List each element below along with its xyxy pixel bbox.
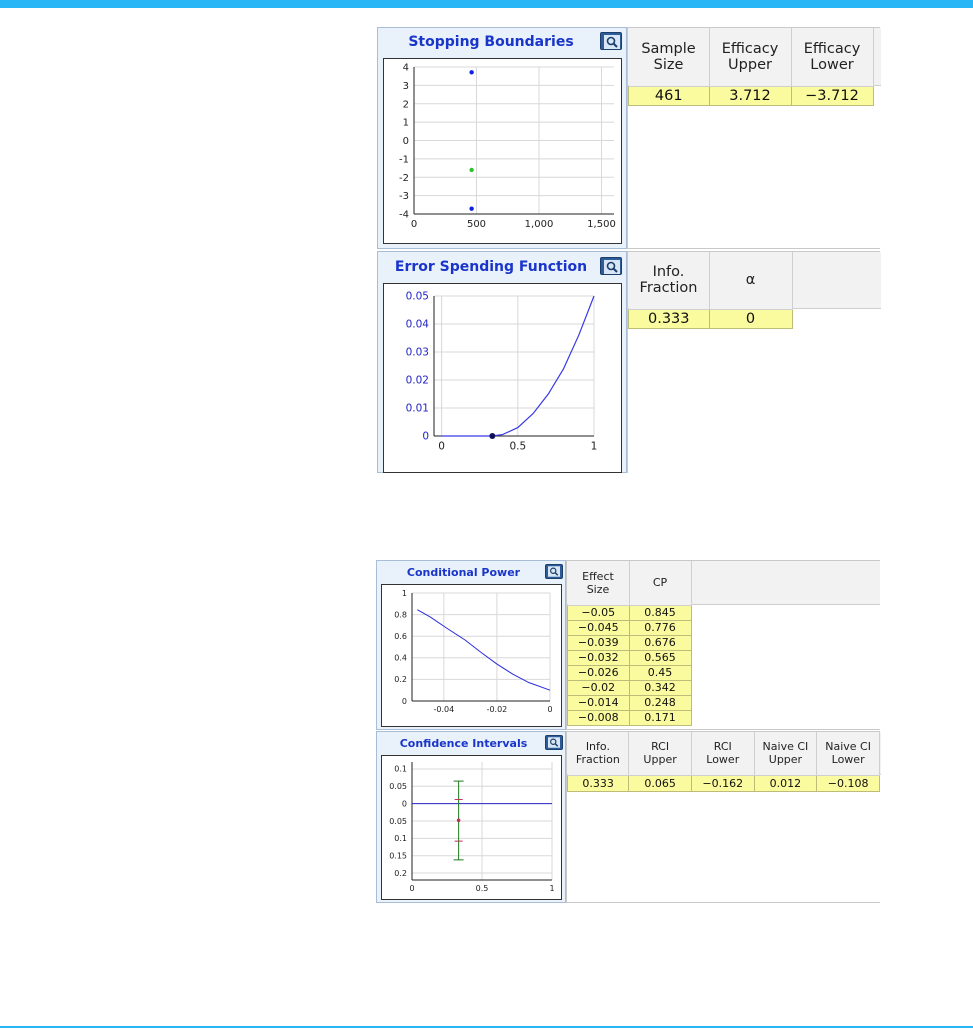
stopping-boundaries-title: Stopping Boundaries: [408, 34, 574, 50]
x-tick-label: 0: [410, 219, 418, 230]
y-tick-label: 2: [402, 99, 409, 111]
table-row[interactable]: [568, 665, 692, 680]
y-tick-label: 0: [401, 799, 407, 809]
confidence-intervals-table: [567, 732, 880, 792]
col-header-naive-ci-upper: Naive CI Upper: [754, 732, 817, 775]
confidence-intervals-title: Confidence Intervals: [399, 737, 528, 750]
conditional-power-table-panel: [566, 560, 880, 730]
x-tick-label: 1: [590, 440, 598, 453]
top-accent-bar: [0, 0, 973, 8]
y-tick-label: 0.05: [405, 290, 429, 303]
confidence-intervals-panel: [376, 731, 566, 903]
cell-rci-lower[interactable]: −0.162: [691, 775, 754, 791]
y-tick-label: 0.2: [394, 868, 407, 878]
cell-effect-size[interactable]: −0.008: [568, 710, 630, 725]
y-tick-label: -4: [399, 209, 409, 221]
data-point: [469, 70, 473, 74]
error-spending-table: [628, 252, 793, 329]
error-spending-plot: [383, 283, 622, 473]
stopping-boundaries-table: [628, 28, 874, 106]
y-tick-label: 0.2: [394, 675, 407, 685]
y-tick-label: -2: [399, 172, 409, 184]
zoom-icon[interactable]: [600, 257, 622, 275]
y-tick-label: 0.05: [389, 782, 407, 792]
y-tick-label: 0.05: [389, 816, 407, 826]
conditional-power-plot: [381, 584, 562, 727]
data-point: [469, 207, 473, 211]
y-tick-label: 0.03: [405, 346, 429, 359]
cell-cp[interactable]: 0.45: [629, 665, 691, 680]
y-tick-label: 0: [401, 696, 407, 706]
table-row[interactable]: [568, 650, 692, 665]
col-header-cp: CP: [629, 561, 691, 605]
cell-cp[interactable]: 0.171: [629, 710, 691, 725]
y-tick-label: 0.15: [389, 851, 407, 861]
error-spending-title: Error Spending Function: [394, 259, 588, 275]
stopping-boundaries-plot: [383, 58, 622, 244]
y-tick-label: 0: [402, 136, 409, 147]
y-tick-label: 0.1: [394, 764, 407, 774]
cell-effect-size[interactable]: −0.02: [568, 680, 630, 695]
table-row[interactable]: [568, 710, 692, 725]
zoom-icon[interactable]: [545, 564, 563, 579]
cell-rci-upper[interactable]: 0.065: [629, 775, 692, 791]
confidence-intervals-plot: [381, 755, 562, 900]
table-row[interactable]: [568, 775, 880, 791]
y-tick-label: 0: [422, 430, 429, 443]
data-point: [469, 168, 473, 172]
conditional-power-panel: [376, 560, 566, 730]
x-tick-label: 1,500: [587, 219, 616, 230]
zoom-icon[interactable]: [545, 735, 563, 750]
y-tick-label: 0.02: [405, 374, 429, 387]
x-tick-label: 1,000: [524, 219, 554, 230]
cell-cp[interactable]: 0.776: [629, 620, 691, 635]
col-header-info-fraction: Info. Fraction: [568, 732, 629, 775]
table-row[interactable]: [629, 309, 793, 328]
y-tick-label: 0.8: [394, 610, 407, 620]
col-header-info-fraction: Info. Fraction: [629, 252, 710, 309]
col-header-effect-size: Effect Size: [568, 561, 630, 605]
y-tick-label: -3: [399, 191, 409, 203]
current-look-marker: [489, 433, 495, 439]
x-tick-label: 1: [549, 884, 555, 893]
conditional-power-title: Conditional Power: [406, 566, 521, 579]
col-header-efficacy-upper: Efficacy Upper: [709, 28, 791, 86]
col-header-rci-upper: RCI Upper: [629, 732, 692, 775]
table-row[interactable]: [568, 605, 692, 620]
y-tick-label: 3: [402, 80, 409, 92]
x-tick-label: 0: [409, 884, 415, 893]
error-spending-table-panel: [627, 251, 880, 473]
cell-effect-size[interactable]: −0.045: [568, 620, 630, 635]
x-tick-label: 0: [547, 705, 553, 714]
confidence-intervals-table-panel: [566, 731, 880, 903]
cell-cp[interactable]: 0.248: [629, 695, 691, 710]
point-estimate: [457, 819, 461, 823]
error-spending-panel: [377, 251, 627, 473]
cell-alpha[interactable]: 0: [709, 309, 792, 328]
y-tick-label: 1: [402, 117, 409, 129]
table-row[interactable]: [568, 620, 692, 635]
cell-effect-size[interactable]: −0.032: [568, 650, 630, 665]
x-tick-label: 0: [438, 440, 445, 453]
cell-efficacy-upper[interactable]: 3.712: [709, 86, 791, 105]
stopping-boundaries-panel: [377, 27, 627, 249]
table-row[interactable]: [568, 635, 692, 650]
cell-naive-ci-upper[interactable]: 0.012: [754, 775, 817, 791]
cell-info-fraction[interactable]: 0.333: [629, 309, 710, 328]
x-tick-label: -0.04: [433, 705, 455, 714]
cell-sample-size[interactable]: 461: [629, 86, 710, 105]
table-row[interactable]: [568, 680, 692, 695]
cell-cp[interactable]: 0.676: [629, 635, 691, 650]
col-header-rci-lower: RCI Lower: [691, 732, 754, 775]
stopping-boundaries-table-panel: [627, 27, 880, 249]
cell-effect-size[interactable]: −0.026: [568, 665, 630, 680]
y-tick-label: 0.01: [405, 402, 429, 415]
y-tick-label: 0.04: [405, 318, 429, 331]
table-row[interactable]: [568, 695, 692, 710]
x-tick-label: -0.02: [486, 705, 508, 714]
cell-effect-size[interactable]: −0.014: [568, 695, 630, 710]
cell-cp[interactable]: 0.565: [629, 650, 691, 665]
bottom-accent-line: [0, 1026, 973, 1028]
col-header-efficacy-lower: Efficacy Lower: [791, 28, 873, 86]
cell-cp[interactable]: 0.342: [629, 680, 691, 695]
y-tick-label: 1: [401, 588, 407, 598]
cell-efficacy-lower[interactable]: −3.712: [791, 86, 873, 105]
x-tick-label: 0.5: [509, 440, 527, 453]
col-header-alpha: α: [709, 252, 792, 309]
table-row[interactable]: [629, 86, 874, 105]
y-tick-label: 0.6: [394, 632, 407, 641]
cell-cp[interactable]: 0.845: [629, 605, 691, 620]
y-tick-label: 0.4: [394, 653, 407, 663]
cp-curve: [417, 610, 550, 690]
y-tick-label: 0.1: [394, 834, 407, 844]
cell-effect-size[interactable]: −0.039: [568, 635, 630, 650]
x-tick-label: 0.5: [475, 884, 489, 893]
col-header-naive-ci-lower: Naive CI Lower: [817, 732, 880, 775]
cell-effect-size[interactable]: −0.05: [568, 605, 630, 620]
x-tick-label: 500: [466, 219, 487, 230]
y-tick-label: 4: [402, 62, 409, 74]
cell-naive-ci-lower[interactable]: −0.108: [817, 775, 880, 791]
conditional-power-table: [567, 561, 692, 726]
y-tick-label: -1: [399, 154, 409, 166]
col-header-sample-size: Sample Size: [629, 28, 710, 86]
zoom-icon[interactable]: [600, 32, 622, 50]
cell-info-fraction[interactable]: 0.333: [568, 775, 629, 791]
